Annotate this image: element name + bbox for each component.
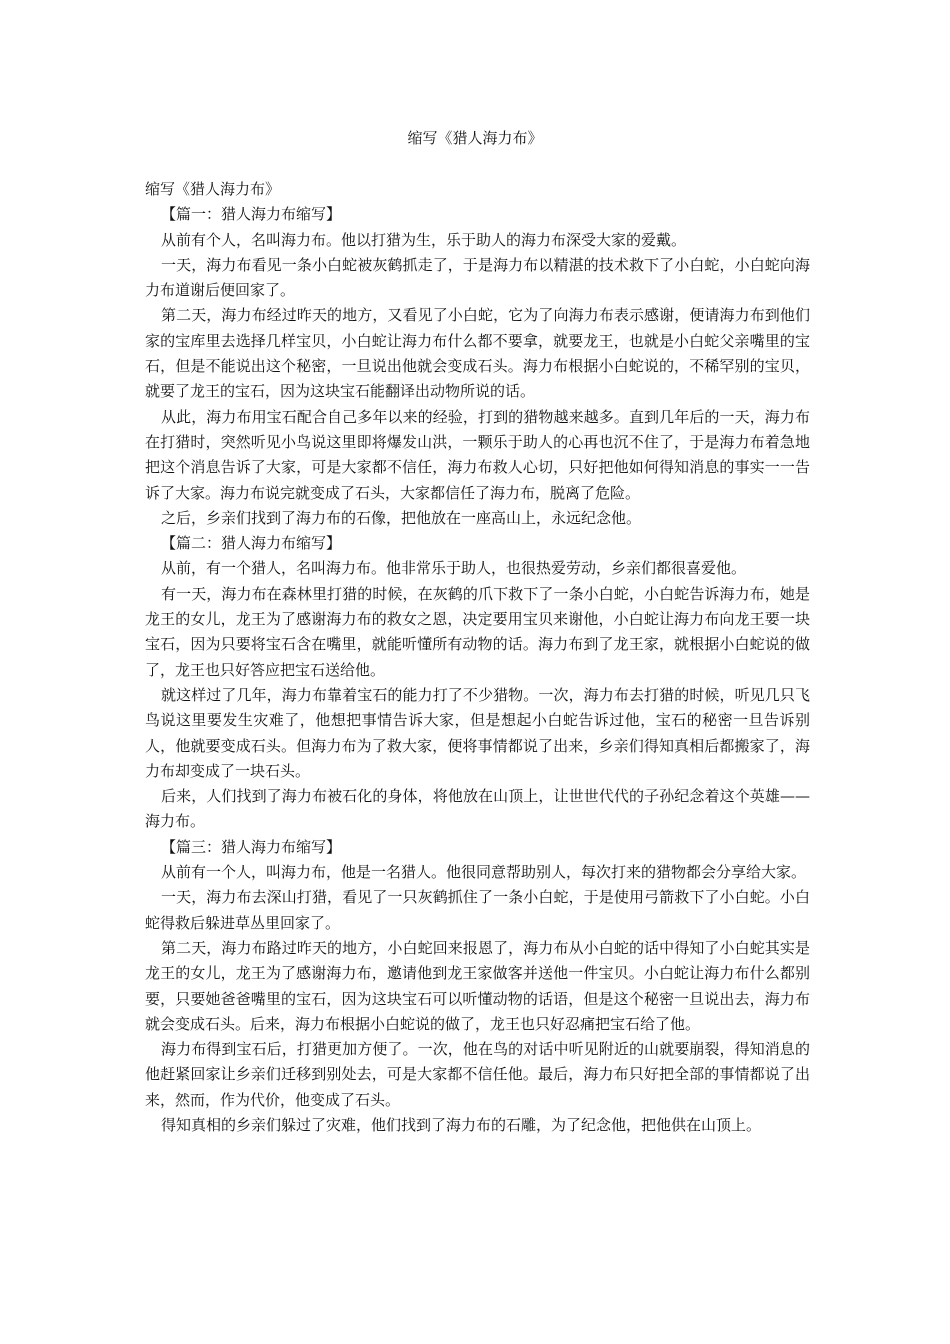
paragraph: 从前，有一个猎人，名叫海力布。他非常乐于助人，也很热爱劳动，乡亲们都很喜爱他。 xyxy=(161,559,747,578)
paragraph: 第二天，海力布经过昨天的地方，又看见了小白蛇，它为了向海力布表示感谢，便请海力布到他们家的宝库里去选择几样宝贝，小白蛇让海力布什么都不要拿，就要龙王，也就是小白蛇父亲嘴里的宝石，但是不能说出这个秘密，一旦说出他就会变成石头。海力布根据小白蛇说的，不稀罕别的宝贝，就要了龙王的宝石，因为这块宝石能翻译出动物所说的话。 xyxy=(145,306,810,401)
section-heading-3: 【篇三：猎人海力布缩写】 xyxy=(161,837,342,856)
paragraph: 从前有个人，名叫海力布。他以打猎为生，乐于助人的海力布深受大家的爱戴。 xyxy=(161,230,687,249)
paragraph: 之后，乡亲们找到了海力布的石像，把他放在一座高山上，永远纪念他。 xyxy=(161,508,642,527)
paragraph: 一天，海力布去深山打猎，看见了一只灰鹤抓住了一条小白蛇，于是使用弓箭救下了小白蛇。小白蛇得救后躲进草丛里回家了。 xyxy=(145,888,810,932)
section-heading-1: 【篇一：猎人海力布缩写】 xyxy=(161,205,342,224)
document-body xyxy=(145,177,810,1138)
paragraph: 得知真相的乡亲们躲过了灾难，他们找到了海力布的石雕，为了纪念他，把他供在山顶上。 xyxy=(161,1115,762,1134)
paragraph: 就这样过了几年，海力布靠着宝石的能力打了不少猎物。一次，海力布去打猎的时候，听见几只飞鸟说这里要发生灾难了，他想把事情告诉大家，但是想起小白蛇告诉过他，宝石的秘密一旦告诉别人，他就要变成石头。但海力布为了救大家，便将事情都说了出来，乡亲们得知真相后都搬家了，海力布却变成了一块石头。 xyxy=(145,685,810,780)
paragraph: 海力布得到宝石后，打猎更加方便了。一次，他在鸟的对话中听见附近的山就要崩裂，得知消息的他赶紧回家让乡亲们迁移到别处去，可是大家都不信任他。最后，海力布只好把全部的事情都说了出来，然而，作为代价，他变成了石头。 xyxy=(145,1040,810,1109)
paragraph: 有一天，海力布在森林里打猎的时候，在灰鹤的爪下救下了一条小白蛇，小白蛇告诉海力布，她是龙王的女儿，龙王为了感谢海力布的救女之恩，决定要用宝贝来谢他，小白蛇让海力布向龙王要一块宝石，因为只要将宝石含在嘴里，就能听懂所有动物的话。海力布到了龙王家，就根据小白蛇说的做了，龙王也只好答应把宝石送给他。 xyxy=(145,584,810,679)
section-heading-2: 【篇二：猎人海力布缩写】 xyxy=(161,534,342,553)
paragraph: 从前有一个人，叫海力布，他是一名猎人。他很同意帮助别人，每次打来的猎物都会分享给大家。 xyxy=(161,863,807,882)
paragraph: 后来，人们找到了海力布被石化的身体，将他放在山顶上，让世世代代的子孙纪念着这个英雄——海力布。 xyxy=(145,787,810,831)
document-subtitle: 缩写《猎人海力布》 xyxy=(145,180,281,198)
paragraph: 一天，海力布看见一条小白蛇被灰鹤抓走了，于是海力布以精湛的技术救下了小白蛇，小白蛇向海力布道谢后便回家了。 xyxy=(145,255,810,300)
paragraph: 从此，海力布用宝石配合自己多年以来的经验，打到的猎物越来越多。直到几年后的一天，海力布在打猎时，突然听见小鸟说这里即将爆发山洪，一颗乐于助人的心再也沉不住了，于是海力布着急地把这个消息告诉了大家，可是大家都不信任，海力布救人心切，只好把他如何得知消息的事实一一告诉了大家。海力布说完就变成了石头，大家都信任了海力布，脱离了危险。 xyxy=(145,407,810,502)
paragraph: 第二天，海力布路过昨天的地方，小白蛇回来报恩了，海力布从小白蛇的话中得知了小白蛇其实是龙王的女儿，龙王为了感谢海力布，邀请他到龙王家做客并送他一件宝贝。小白蛇让海力布什么都别要，只要她爸爸嘴里的宝石，因为这块宝石可以听懂动物的话语，但是这个秘密一旦说出去，海力布就会变成石头。后来，海力布根据小白蛇说的做了，龙王也只好忍痛把宝石给了他。 xyxy=(145,938,810,1033)
page-title: 缩写《猎人海力布》 xyxy=(407,129,543,147)
